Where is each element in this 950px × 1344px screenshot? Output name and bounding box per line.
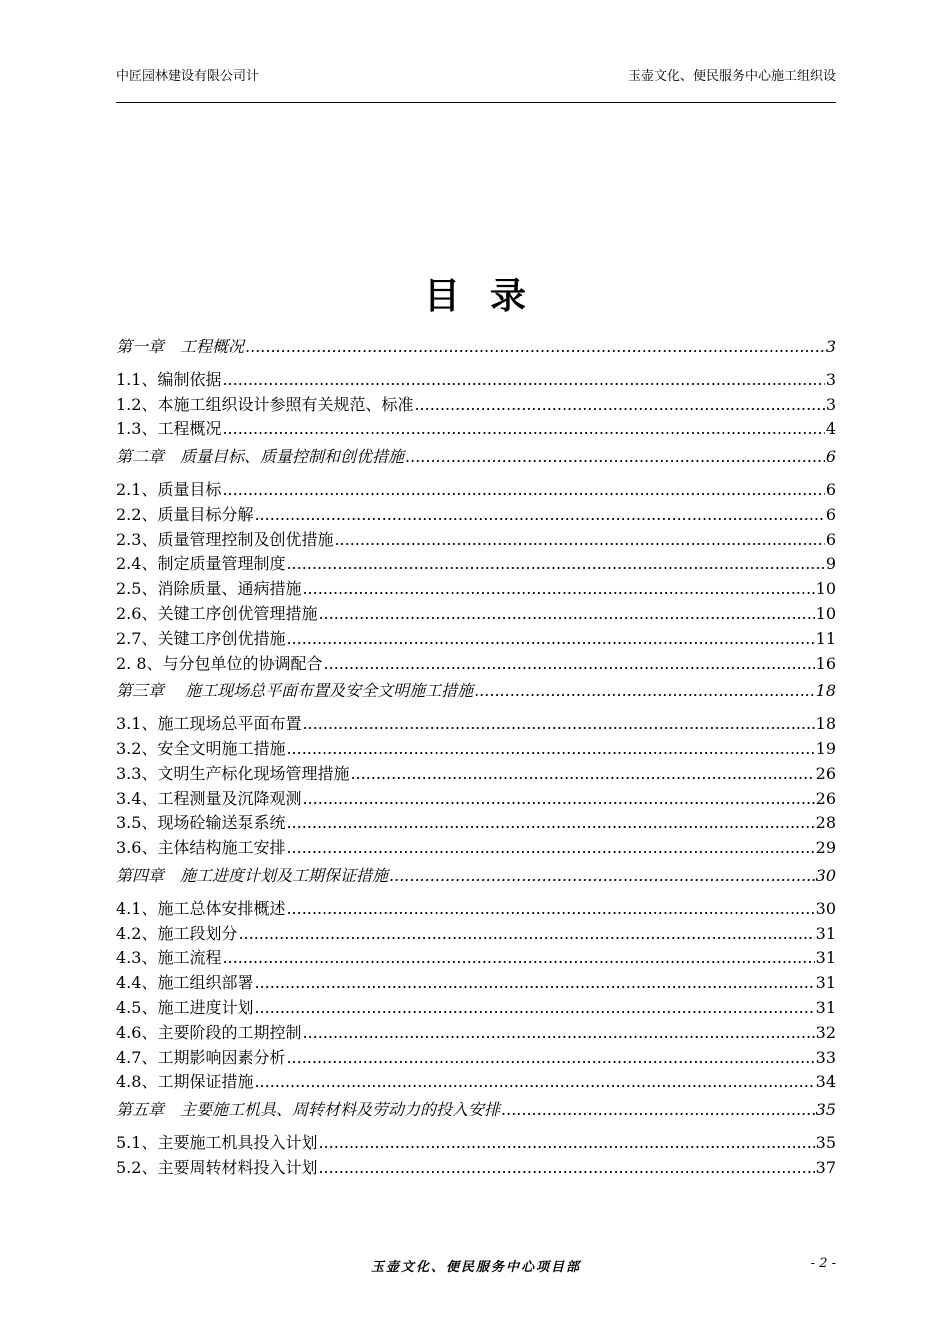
toc-leader-dots bbox=[254, 1070, 814, 1095]
toc-leader-dots bbox=[389, 864, 815, 889]
toc-section-entry[interactable] bbox=[116, 922, 836, 947]
toc-section-entry[interactable] bbox=[116, 946, 836, 971]
toc-entry-label: 第四章 施工进度计划及工期保证措施 bbox=[116, 865, 389, 885]
toc-leader-dots bbox=[474, 679, 815, 704]
table-of-contents bbox=[116, 335, 836, 1181]
toc-entry-label: 2.6、关键工序创优管理措施 bbox=[116, 603, 318, 623]
toc-entry-label: 4.5、施工进度计划 bbox=[116, 997, 254, 1017]
toc-entry-page: 3 bbox=[825, 369, 836, 389]
toc-leader-dots bbox=[286, 811, 814, 836]
toc-entry-page: 6 bbox=[825, 529, 836, 549]
toc-section-entry[interactable] bbox=[116, 602, 836, 627]
toc-entry-page: 29 bbox=[815, 838, 836, 858]
toc-section-entry[interactable] bbox=[116, 478, 836, 503]
toc-section-entry[interactable] bbox=[116, 737, 836, 762]
header-document-title: 玉壶文化、便民服务中心施工组织设 bbox=[627, 69, 836, 84]
toc-leader-dots bbox=[245, 335, 825, 360]
toc-section-entry[interactable] bbox=[116, 368, 836, 393]
toc-section-entry[interactable] bbox=[116, 897, 836, 922]
toc-entry-label: 第五章 主要施工机具、周转材料及劳动力的投入安排 bbox=[116, 1100, 501, 1120]
toc-entry-page: 31 bbox=[815, 997, 836, 1017]
toc-section-entry[interactable] bbox=[116, 393, 836, 418]
toc-leader-dots bbox=[286, 836, 814, 861]
toc-entry-page: 35 bbox=[815, 1132, 836, 1152]
toc-entry-page: 10 bbox=[815, 603, 836, 623]
toc-chapter-entry[interactable] bbox=[116, 1098, 836, 1123]
toc-entry-page: 30 bbox=[815, 865, 836, 885]
toc-entry-label: 2.1、质量目标 bbox=[116, 479, 222, 499]
toc-section-entry[interactable] bbox=[116, 1131, 836, 1156]
toc-entry-label: 4.8、工期保证措施 bbox=[116, 1072, 254, 1092]
toc-section-entry[interactable] bbox=[116, 528, 836, 553]
toc-entry-label: 4.2、施工段划分 bbox=[116, 923, 238, 943]
toc-entry-page: 31 bbox=[815, 973, 836, 993]
toc-entry-label: 3.6、主体结构施工安排 bbox=[116, 838, 286, 858]
toc-entry-page: 9 bbox=[825, 554, 836, 574]
toc-entry-page: 31 bbox=[815, 923, 836, 943]
toc-chapter-entry[interactable] bbox=[116, 445, 836, 470]
toc-section-entry[interactable] bbox=[116, 996, 836, 1021]
toc-entry-label: 2.3、质量管理控制及创优措施 bbox=[116, 529, 334, 549]
footer-project: 玉壶文化、便民服务中心项目部 bbox=[370, 1260, 581, 1275]
toc-section-entry[interactable] bbox=[116, 1021, 836, 1046]
toc-entry-label: 2.5、消除质量、通病措施 bbox=[116, 579, 302, 599]
toc-leader-dots bbox=[302, 1021, 814, 1046]
toc-entry-label: 2.7、关键工序创优措施 bbox=[116, 628, 286, 648]
toc-section-entry[interactable] bbox=[116, 836, 836, 861]
toc-leader-dots bbox=[318, 602, 814, 627]
toc-leader-dots bbox=[222, 417, 824, 442]
toc-section-entry[interactable] bbox=[116, 503, 836, 528]
toc-entry-page: 19 bbox=[815, 738, 836, 758]
toc-entry-page: 31 bbox=[815, 948, 836, 968]
toc-entry-label: 1.3、工程概况 bbox=[116, 419, 222, 439]
toc-section-entry[interactable] bbox=[116, 577, 836, 602]
toc-entry-label: 2.2、质量目标分解 bbox=[116, 504, 254, 524]
toc-section-entry[interactable] bbox=[116, 712, 836, 737]
toc-leader-dots bbox=[238, 922, 814, 947]
toc-leader-dots bbox=[254, 503, 824, 528]
toc-section-entry[interactable] bbox=[116, 811, 836, 836]
toc-entry-label: 第三章 施工现场总平面布置及安全文明施工措施 bbox=[116, 681, 474, 701]
toc-entry-page: 10 bbox=[815, 579, 836, 599]
toc-leader-dots bbox=[501, 1098, 815, 1123]
toc-entry-label: 5.2、主要周转材料投入计划 bbox=[116, 1157, 318, 1177]
toc-leader-dots bbox=[254, 996, 814, 1021]
toc-entry-page: 11 bbox=[815, 628, 836, 648]
toc-entry-label: 2.4、制定质量管理制度 bbox=[116, 554, 286, 574]
toc-leader-dots bbox=[286, 552, 824, 577]
toc-entry-page: 4 bbox=[825, 419, 836, 439]
toc-entry-page: 6 bbox=[825, 504, 836, 524]
toc-entry-label: 2. 8、与分包单位的协调配合 bbox=[116, 653, 323, 673]
toc-entry-label: 1.1、编制依据 bbox=[116, 369, 222, 389]
toc-chapter-entry[interactable] bbox=[116, 864, 836, 889]
toc-leader-dots bbox=[405, 445, 825, 470]
toc-leader-dots bbox=[286, 737, 814, 762]
footer-page-number: - 2 - bbox=[810, 1256, 836, 1271]
toc-leader-dots bbox=[334, 528, 824, 553]
toc-entry-page: 6 bbox=[825, 479, 836, 499]
toc-entry-page: 18 bbox=[815, 714, 836, 734]
page-header bbox=[116, 68, 836, 103]
toc-entry-label: 3.5、现场砼输送泵系统 bbox=[116, 813, 286, 833]
toc-leader-dots bbox=[222, 946, 814, 971]
toc-entry-page: 35 bbox=[815, 1100, 836, 1120]
toc-leader-dots bbox=[286, 627, 814, 652]
toc-entry-page: 18 bbox=[815, 681, 836, 701]
toc-entry-label: 第一章 工程概况 bbox=[116, 337, 245, 356]
toc-entry-label: 4.3、施工流程 bbox=[116, 948, 222, 968]
toc-entry-label: 4.6、主要阶段的工期控制 bbox=[116, 1022, 302, 1042]
toc-entry-page: 26 bbox=[815, 788, 836, 808]
toc-entry-page: 6 bbox=[825, 447, 836, 467]
toc-entry-page: 37 bbox=[815, 1157, 836, 1177]
toc-leader-dots bbox=[222, 368, 824, 393]
toc-leader-dots bbox=[302, 577, 814, 602]
toc-entry-label: 5.1、主要施工机具投入计划 bbox=[116, 1132, 318, 1152]
toc-entry-label: 第二章 质量目标、质量控制和创优措施 bbox=[116, 447, 405, 467]
toc-leader-dots bbox=[286, 1046, 814, 1071]
toc-entry-page: 26 bbox=[815, 763, 836, 783]
toc-leader-dots bbox=[318, 1131, 814, 1156]
toc-section-entry[interactable] bbox=[116, 417, 836, 442]
toc-leader-dots bbox=[414, 393, 824, 418]
toc-section-entry[interactable] bbox=[116, 627, 836, 652]
toc-section-entry[interactable] bbox=[116, 787, 836, 812]
toc-leader-dots bbox=[318, 1156, 814, 1181]
toc-entry-label: 3.3、文明生产标化现场管理措施 bbox=[116, 763, 350, 783]
toc-leader-dots bbox=[324, 652, 815, 677]
toc-entry-label: 3.2、安全文明施工措施 bbox=[116, 738, 286, 758]
toc-entry-label: 4.4、施工组织部署 bbox=[116, 973, 254, 993]
toc-section-entry[interactable] bbox=[116, 971, 836, 996]
toc-entry-page: 34 bbox=[815, 1072, 836, 1092]
toc-entry-page: 3 bbox=[825, 337, 836, 356]
toc-entry-page: 30 bbox=[815, 898, 836, 918]
toc-chapter-entry[interactable] bbox=[116, 335, 836, 360]
toc-entry-page: 16 bbox=[815, 653, 836, 673]
toc-entry-label: 3.1、施工现场总平面布置 bbox=[116, 714, 302, 734]
toc-section-entry[interactable] bbox=[116, 1070, 836, 1095]
page-title: 目录 bbox=[423, 276, 556, 317]
toc-entry-label: 4.7、工期影响因素分析 bbox=[116, 1047, 286, 1067]
toc-entry-label: 3.4、工程测量及沉降观测 bbox=[116, 788, 302, 808]
toc-entry-page: 32 bbox=[815, 1022, 836, 1042]
toc-leader-dots bbox=[254, 971, 814, 996]
toc-leader-dots bbox=[302, 712, 814, 737]
toc-section-entry[interactable] bbox=[116, 552, 836, 577]
toc-entry-page: 33 bbox=[815, 1047, 836, 1067]
toc-leader-dots bbox=[222, 478, 824, 503]
toc-chapter-entry[interactable] bbox=[116, 679, 836, 704]
toc-leader-dots bbox=[302, 787, 814, 812]
toc-entry-page: 3 bbox=[825, 394, 836, 414]
header-company: 中匠园林建设有限公司计 bbox=[116, 69, 260, 84]
toc-entry-page: 28 bbox=[815, 813, 836, 833]
toc-entry-label: 1.2、本施工组织设计参照有关规范、标准 bbox=[116, 394, 414, 414]
toc-section-entry[interactable] bbox=[116, 1046, 836, 1071]
toc-entry-label: 4.1、施工总体安排概述 bbox=[116, 898, 286, 918]
toc-section-entry[interactable] bbox=[116, 1156, 836, 1181]
page-footer bbox=[116, 1256, 836, 1276]
toc-leader-dots bbox=[350, 762, 814, 787]
toc-section-entry[interactable] bbox=[116, 762, 836, 787]
toc-section-entry[interactable] bbox=[116, 652, 836, 677]
toc-leader-dots bbox=[286, 897, 814, 922]
